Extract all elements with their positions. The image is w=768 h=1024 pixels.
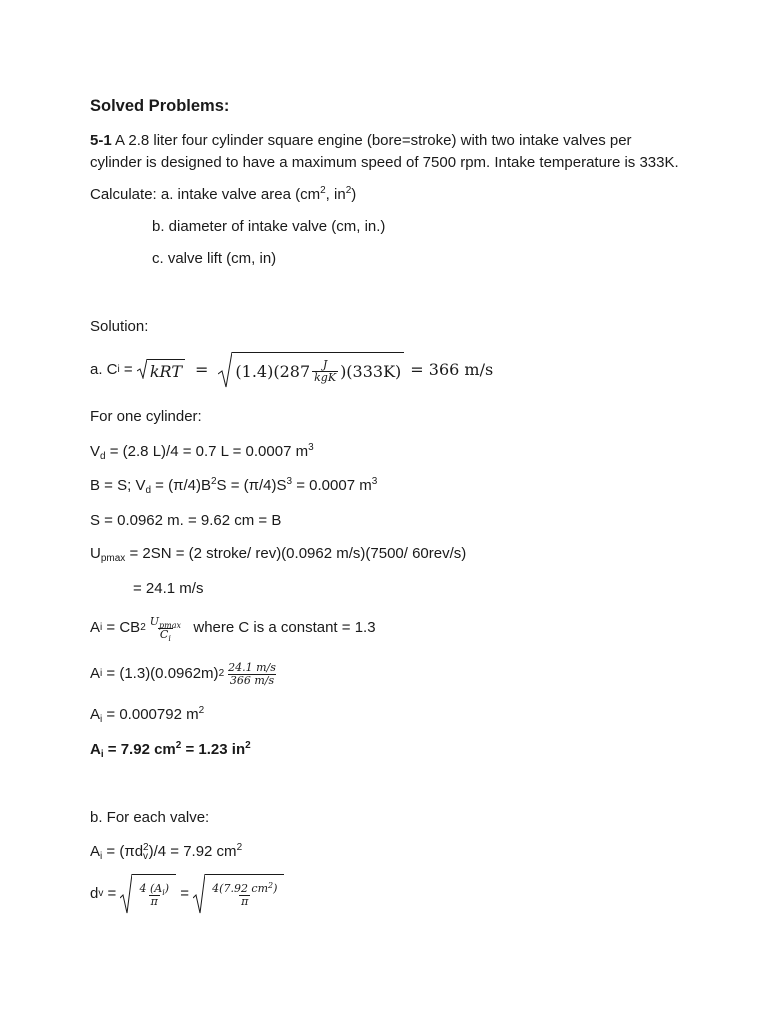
- problem-text-1: A 2.8 liter four cylinder square engine (bore=stroke) with two intake valves per: [111, 132, 632, 149]
- vd-v: V: [90, 443, 101, 460]
- bs-c: S = (π/4)S: [216, 477, 287, 494]
- radicand-part2: )(333K): [340, 361, 402, 381]
- ai2-a: A: [90, 665, 101, 682]
- sqrt-krt: [137, 359, 185, 382]
- bs-sub: d: [145, 485, 152, 496]
- bs-d: = 0.0007 m: [292, 477, 372, 494]
- dv-num2: 4(7.92 cm: [212, 882, 269, 895]
- up-eq: = 2SN = (2 stroke/ rev)(0.0962 m/s)(7500/ 60rev/s): [125, 545, 467, 562]
- calc-mid: , in: [325, 186, 346, 203]
- ai3-sup: 2: [198, 705, 205, 716]
- sqrt-area-ratio: [120, 874, 176, 914]
- sqrt-numeric: [218, 352, 404, 388]
- bs-a: B = S; V: [90, 477, 146, 494]
- ai4-a: A: [90, 741, 101, 758]
- valve-diameter-formula: d v = $\frac{4 (A_i)}{\pi}$ = $\frac{4(7.92 cm^2)}{\pi}$: [90, 872, 284, 916]
- solution-label: Solution:: [90, 318, 149, 335]
- upmax-sub: pmax: [159, 620, 182, 630]
- ai4-b: = 7.92 cm: [103, 741, 176, 758]
- ci-label: a. C: [90, 361, 118, 378]
- displacement-line: [90, 442, 314, 462]
- ratio-den: 366 m/s: [229, 673, 275, 687]
- av-sup2: 2: [236, 842, 243, 853]
- calc-sup-2: 2: [345, 185, 352, 196]
- dv-den1: π: [150, 895, 158, 908]
- intake-area-formula: A i = CB 2 $\frac{U_{pmax}}{C_i}$ where C is a constant = 1.3: [90, 614, 376, 643]
- problem-line-2: cylinder is designed to have a maximum speed of 7500 rpm. Intake temperature is 333K.: [90, 154, 679, 171]
- av-b: = (πd: [102, 843, 144, 860]
- j-per-kgk-fraction: [312, 359, 338, 384]
- constant-note: where C is a constant = 1.3: [185, 619, 376, 636]
- ci-den-sub: i: [168, 633, 171, 643]
- speed-ratio-fraction: [226, 662, 278, 687]
- ci-eq: =: [119, 361, 137, 378]
- bs-b: = (π/4)B: [151, 477, 211, 494]
- ai3-sub: i: [100, 714, 103, 725]
- ai4-c: = 1.23 in: [181, 741, 246, 758]
- dv-num2-sup: 2: [268, 881, 274, 890]
- sqrt-numeric-area: [193, 874, 284, 914]
- av-sup: 2: [143, 842, 149, 853]
- dv-num1: 4 (A: [139, 882, 163, 895]
- piston-speed-result: = 24.1 m/s: [133, 580, 204, 597]
- up-u: U: [90, 545, 101, 562]
- bs-sup-2: 2: [210, 476, 217, 487]
- av-c: )/4 = 7.92 cm: [148, 843, 237, 860]
- bs-sup-3: 3: [286, 476, 293, 487]
- ci-c: C: [159, 627, 169, 641]
- vd-sup: 3: [308, 442, 314, 453]
- dv-eq: =: [103, 885, 121, 902]
- page-heading: Solved Problems:: [90, 97, 230, 115]
- bore-stroke-line: [90, 476, 377, 496]
- av-a: A: [90, 843, 101, 860]
- calc-suffix: ): [351, 186, 357, 203]
- vd-sub: d: [100, 451, 106, 462]
- up-sub: pmax: [100, 553, 126, 564]
- vd-eq: = (2.8 L)/4 = 0.7 L = 0.0007 m: [105, 443, 309, 460]
- each-valve-label: b. For each valve:: [90, 809, 210, 826]
- ai4-sup: 2: [175, 740, 182, 751]
- av-dsub: v: [143, 851, 149, 862]
- bs-sup-3b: 3: [371, 476, 378, 487]
- calc-sup-1: 2: [320, 185, 326, 196]
- intake-area-result: [90, 740, 251, 760]
- ai4-sub: i: [100, 749, 104, 760]
- av-sub: i: [100, 851, 103, 862]
- speed-result: = 366 m/s: [410, 360, 494, 379]
- ai2-b: = (1.3)(0.0962m): [102, 665, 219, 682]
- calculate-line: [90, 185, 356, 205]
- ai-a: A: [90, 619, 101, 636]
- problem-line-1: [90, 131, 632, 151]
- piston-speed-line: [90, 544, 466, 564]
- speed-of-sound-equation: a. C i = kRT = (1.4)(287 $\frac{J}{\text{kgK}}$ )(333K) = 366 m/s: [90, 352, 493, 388]
- intake-area-m2: [90, 705, 204, 725]
- upmax-u: U: [149, 614, 160, 628]
- radicand-part1: (1.4)(287: [235, 361, 311, 381]
- ai3-a: A: [90, 706, 101, 723]
- part-c: c. valve lift (cm, in): [152, 250, 277, 267]
- dv-num2-end: ): [273, 882, 278, 895]
- problem-number: 5-1: [90, 132, 112, 149]
- dv-mid: =: [176, 885, 194, 902]
- ratio-num: 24.1 m/s: [228, 660, 276, 674]
- frac-num: J: [322, 358, 328, 371]
- ai-eq: = CB: [102, 619, 141, 636]
- upmax-ci-fraction: [148, 616, 183, 641]
- one-cylinder-label: For one cylinder:: [90, 408, 202, 425]
- dv-den2: π: [241, 895, 249, 908]
- equals-sign: =: [195, 360, 209, 379]
- ai4-sup2: 2: [245, 740, 251, 751]
- dv-d: d: [90, 885, 99, 902]
- dv-num1-end: ): [164, 882, 170, 895]
- stroke-line: S = 0.0962 m. = 9.62 cm = B: [90, 512, 282, 529]
- valve-area-line: [90, 842, 242, 862]
- intake-area-substitution: A i = (1.3)(0.0962m) 2 $\frac{24.1 m/s}{366 m/s}$: [90, 660, 276, 687]
- frac-den: kgK: [314, 371, 337, 384]
- ai3-b: = 0.000792 m: [102, 706, 199, 723]
- calc-prefix: Calculate: a. intake valve area (cm: [90, 186, 321, 203]
- dv-num1-sub: i: [162, 888, 165, 897]
- part-b: b. diameter of intake valve (cm, in.): [152, 218, 386, 235]
- sqrt-krt-radicand: kRT: [147, 359, 185, 382]
